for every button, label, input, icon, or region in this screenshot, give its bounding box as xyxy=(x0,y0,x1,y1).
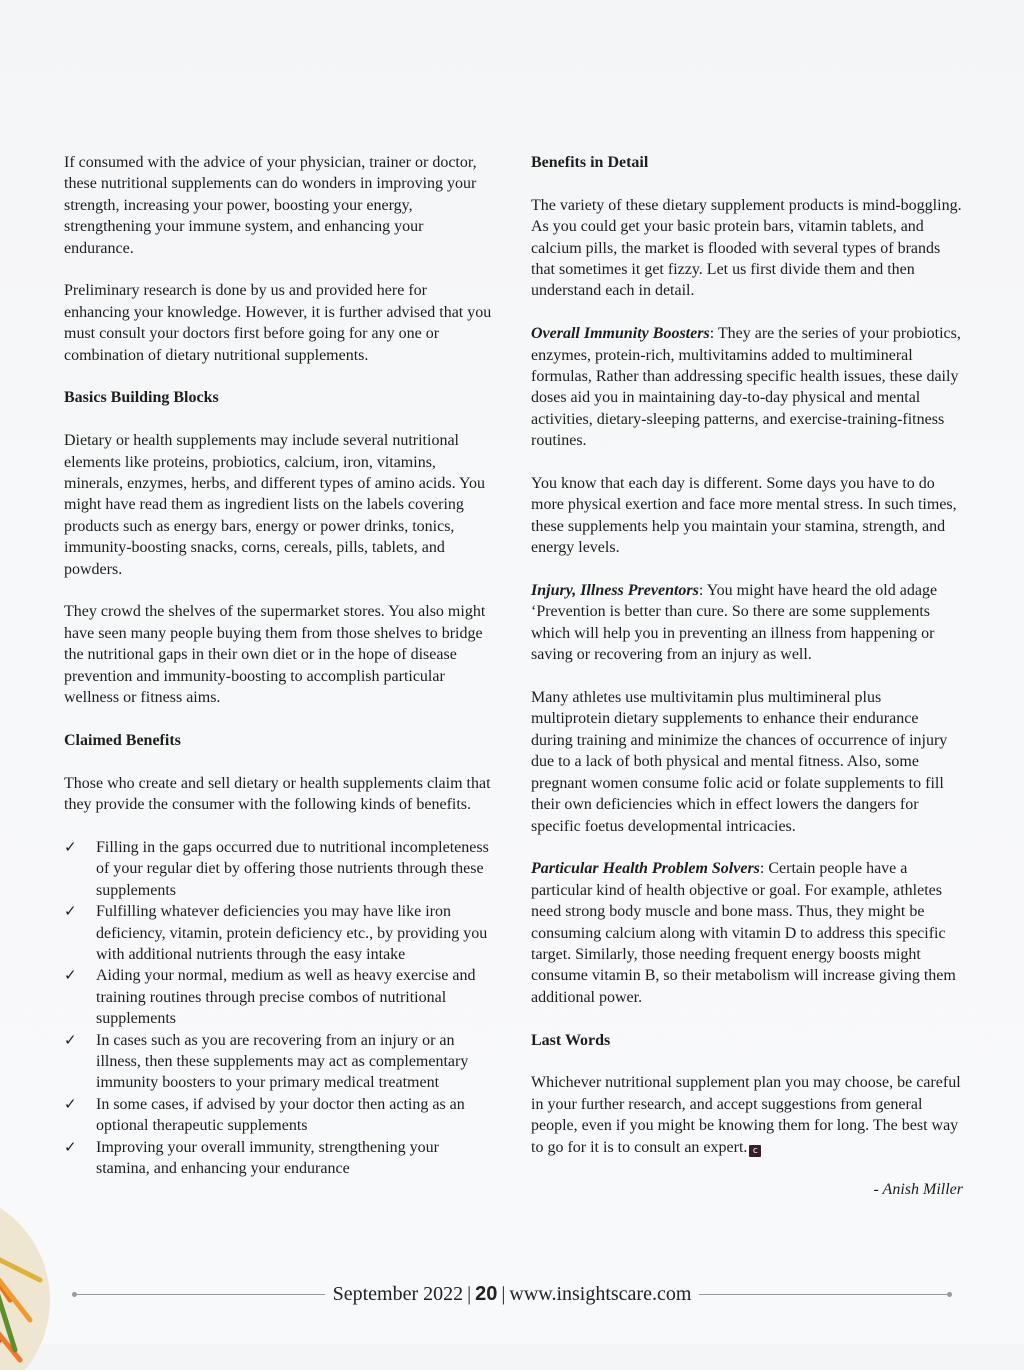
list-item-text: In cases such as you are recovering from an injury or an illness, then these supplements may act as complementary immunity boosters to your primary medical treatment xyxy=(96,1031,469,1092)
benefits-checklist xyxy=(64,837,496,1180)
page-footer xyxy=(72,1279,952,1309)
footer-separator: | xyxy=(467,1282,472,1305)
intro-paragraph: If consumed with the advice of your physician, trainer or doctor, these nutritional supplements can do wonders in improving your strength, increasing your power, boosting your energy, strengthening your immune system, and enhancing your endurance. xyxy=(64,154,477,257)
section-heading-claimed-benefits: Claimed Benefits xyxy=(64,731,181,749)
problem-solvers-paragraph xyxy=(531,858,963,1008)
list-item xyxy=(64,837,496,901)
list-item-text: Improving your overall immunity, strengthening your stamina, and enhancing your endurance xyxy=(96,1138,439,1177)
preventors-paragraph xyxy=(531,580,963,666)
salad-bowl-image xyxy=(0,1150,70,1370)
list-item-text: In some cases, if advised by your doctor then acting as an optional therapeutic supplements xyxy=(96,1095,465,1135)
author-byline: - Anish Miller xyxy=(873,1180,963,1198)
last-words-paragraph xyxy=(531,1072,963,1158)
claimed-benefits-paragraph: Those who create and sell dietary or health supplements claim that they provide the consumer with the following kinds of benefits. xyxy=(64,774,491,814)
preliminary-paragraph: Preliminary research is done by us and provided here for enhancing your knowledge. However, it is further advised that you must consult your doctors first before going for any one or combination of dietary nutritional supplements. xyxy=(64,282,492,364)
list-item-text: Aiding your normal, medium as well as heavy exercise and training routines through precise combos of nutritional supplements xyxy=(96,967,476,1028)
footer-issue-date: September 2022 xyxy=(332,1282,464,1305)
checkmark-icon: ✓ xyxy=(64,1094,77,1113)
section-heading-basics: Basics Building Blocks xyxy=(64,389,219,407)
athletes-paragraph: Many athletes use multivitamin plus multimineral plus multiprotein dietary supplements to enhance their endurance during training and minimize the chances of occurrence of injury due to a lack of both physical and mental fitness. Also, some pregnant women consume folic acid or folate supplements to fill their own deficiencies which in effect lowers the dangers for specific foetus developmental intricacies. xyxy=(531,689,948,835)
preventors-term: Injury, Illness Preventors xyxy=(531,582,699,600)
footer-rule-right xyxy=(699,1294,952,1295)
list-item xyxy=(64,901,496,965)
immunity-boosters-text: : They are the series of your probiotics, enzymes, protein-rich, multivitamins added to multimineral formulas, Rather than addressing specific health issues, these daily doses aid you in maintaining day-to-day physical and mental activities, dietary-sleeping patterns, and exercise-training-fitness routines. xyxy=(531,325,961,450)
checkmark-icon: ✓ xyxy=(64,837,77,856)
shelves-paragraph: They crowd the shelves of the supermarket stores. You also might have seen many people buying them from those shelves to bridge the nutritional gaps in their own diet or in the hope of disease prevention and immunity-boosting to accomplish particular wellness or fitness aims. xyxy=(64,603,486,707)
footer-rule-left xyxy=(72,1294,325,1295)
variety-paragraph: The variety of these dietary supplement products is mind-boggling. As you could get your basic protein bars, vitamin tablets, and calcium pills, the market is flooded with several types of brands that sometimes it get fizzy. Let us first divide them and then understand each in detail. xyxy=(531,196,962,300)
list-item xyxy=(64,1030,496,1094)
problem-solvers-term: Particular Health Problem Solvers xyxy=(531,860,760,878)
right-column xyxy=(531,152,963,1200)
checkmark-icon: ✓ xyxy=(64,1137,77,1156)
list-item xyxy=(64,965,496,1029)
immunity-boosters-paragraph xyxy=(531,323,963,451)
immunity-boosters-term: Overall Immunity Boosters xyxy=(531,325,710,343)
list-item xyxy=(64,1137,496,1180)
list-item-text: Filling in the gaps occurred due to nutritional incompleteness of your regular diet by offering those nutrients through these supplements xyxy=(96,838,489,899)
problem-solvers-text: : Certain people have a particular kind of health objective or goal. For example, athletes need strong body muscle and bone mass. Thus, they might be consuming calcium along with vitamin D to address this specific target. Similarly, those needing frequent energy boosts might consume vitamin B, so their metabolism will increase giving them additional power. xyxy=(531,860,956,1006)
checkmark-icon: ✓ xyxy=(64,902,77,921)
checkmark-icon: ✓ xyxy=(64,1030,77,1049)
footer-separator: | xyxy=(501,1282,506,1305)
list-item xyxy=(64,1094,496,1137)
footer-website-link[interactable]: www.insightscare.com xyxy=(509,1282,692,1305)
basics-paragraph: Dietary or health supplements may include several nutritional elements like proteins, probiotics, calcium, iron, vitamins, minerals, enzymes, herbs, and different types of amino acids. You might have read them as ingredient lists on the labels covering products such as energy bars, energy or power drinks, tonics, immunity-boosting snacks, corns, cereals, pills, tablets, and powders. xyxy=(64,432,485,578)
list-item-text: Fulfilling whatever deficiencies you may have like iron deficiency, vitamin, protein deficiency etc., by providing you with additional nutrients through the easy intake xyxy=(96,903,488,963)
footer-text xyxy=(325,1283,700,1306)
last-words-text: Whichever nutritional supplement plan you may choose, be careful in your further research, and accept suggestions from general people, even if you might be knowing them for long. The best way to go for it is to consult an expert. xyxy=(531,1074,961,1156)
page-number: 20 xyxy=(475,1282,498,1305)
checkmark-icon: ✓ xyxy=(64,966,77,985)
preventors-text: : You might have heard the old adage ‘Prevention is better than cure. So there are some supplements which will help you in preventing an illness from happening or saving or recovering from an injury as well. xyxy=(531,582,938,664)
left-column xyxy=(64,152,496,1179)
section-heading-last-words: Last Words xyxy=(531,1031,611,1049)
each-day-paragraph: You know that each day is different. Some days you have to do more physical exertion and face more mental stress. In such times, these supplements help you maintain your stamina, strength, and energy levels. xyxy=(531,475,957,557)
end-of-article-icon: c xyxy=(749,1145,761,1157)
section-heading-benefits-detail: Benefits in Detail xyxy=(531,154,649,171)
